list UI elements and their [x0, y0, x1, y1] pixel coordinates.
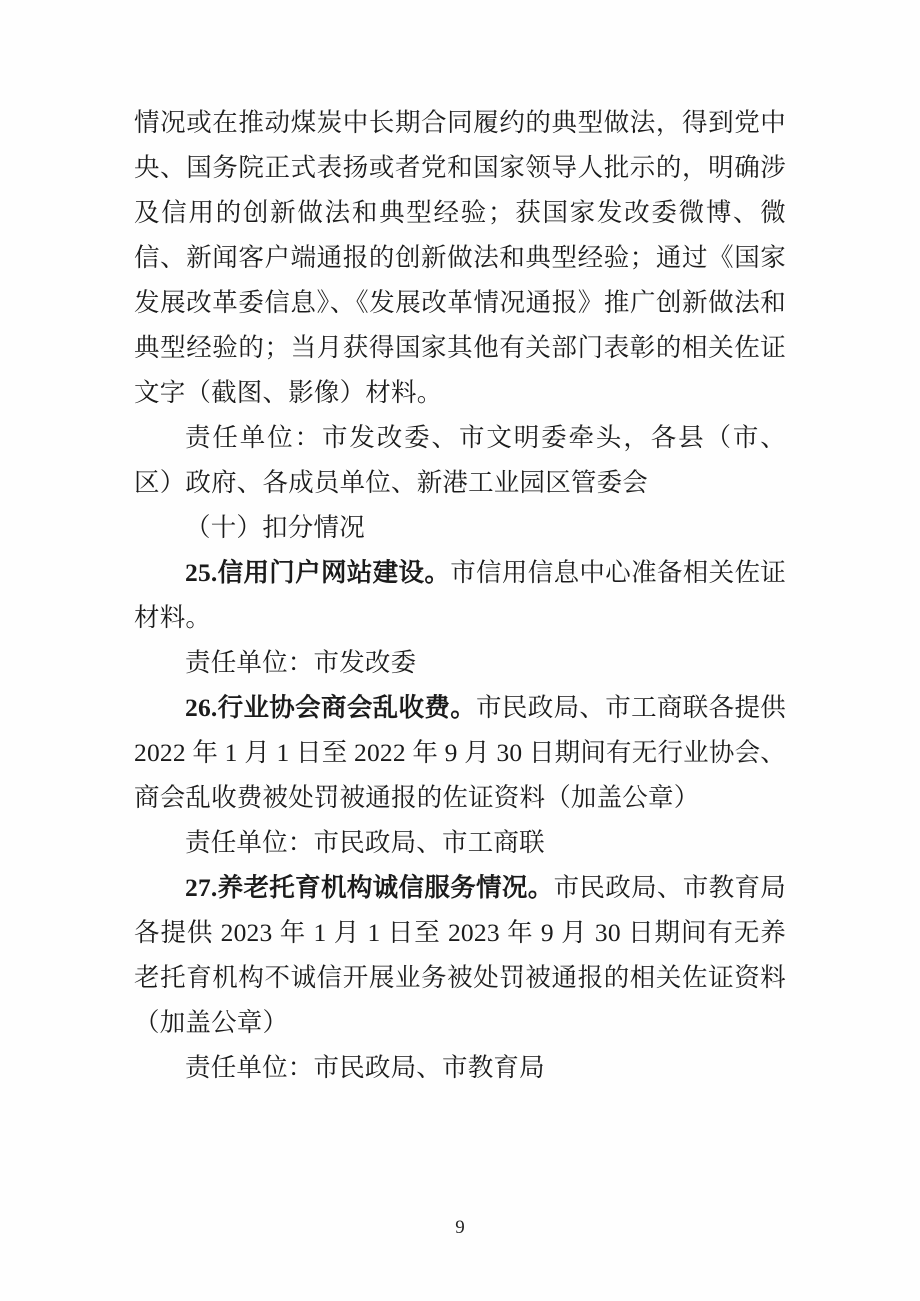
paragraph-continuation: 情况或在推动煤炭中长期合同履约的典型做法，得到党中央、国务院正式表扬或者党和国家领导人批示的，明确涉及信用的创新做法和典型经验；获国家发改委微博、微信、新闻客户端通报的创新做法和典型经验；通过《国家发展改革委信息》、《发展改革情况通报》推广创新做法和典型经验的；当月获得国家其他有关部门表彰的相关佐证文字（截图、影像）材料。	[134, 108, 786, 407]
item-number-26: 26.	[185, 693, 218, 722]
document-body	[134, 100, 786, 1090]
paragraph-responsible-unit-3: 责任单位：市民政局、市工商联	[185, 828, 545, 857]
item-text-26: 市民政局、市工商联各提供 2022 年 1 月 1 日至 2022 年 9 月 30 日期间有无行业协会、商会乱收费被处罚被通报的佐证资料（加盖公章）	[134, 693, 786, 812]
page-number: 9	[455, 1217, 465, 1238]
paragraph-item-25	[134, 550, 786, 640]
item-title-27: 养老托育机构诚信服务情况。	[217, 873, 554, 902]
paragraph-responsible-unit-1: 责任单位：市发改委、市文明委牵头，各县（市、区）政府、各成员单位、新港工业园区管委会	[134, 423, 786, 497]
item-number-27: 27.	[185, 873, 218, 902]
item-title-26: 行业协会商会乱收费。	[217, 693, 477, 722]
item-text-27: 市民政局、市教育局各提供 2023 年 1 月 1 日至 2023 年 9 月 30 日期间有无养老托育机构不诚信开展业务被处罚被通报的相关佐证资料（加盖公章）	[134, 873, 786, 1037]
item-title-25: 信用门户网站建设。	[217, 558, 451, 587]
item-text-25: 市信用信息中心准备相关佐证材料。	[134, 558, 786, 632]
paragraph-responsible-unit-4: 责任单位：市民政局、市教育局	[185, 1053, 545, 1082]
item-number-25: 25.	[185, 558, 218, 587]
paragraph-responsible-unit-2: 责任单位：市发改委	[185, 648, 417, 677]
paragraph-item-26	[134, 685, 786, 820]
paragraph-section-heading-10: （十）扣分情况	[185, 513, 365, 542]
paragraph-item-27	[134, 865, 786, 1045]
